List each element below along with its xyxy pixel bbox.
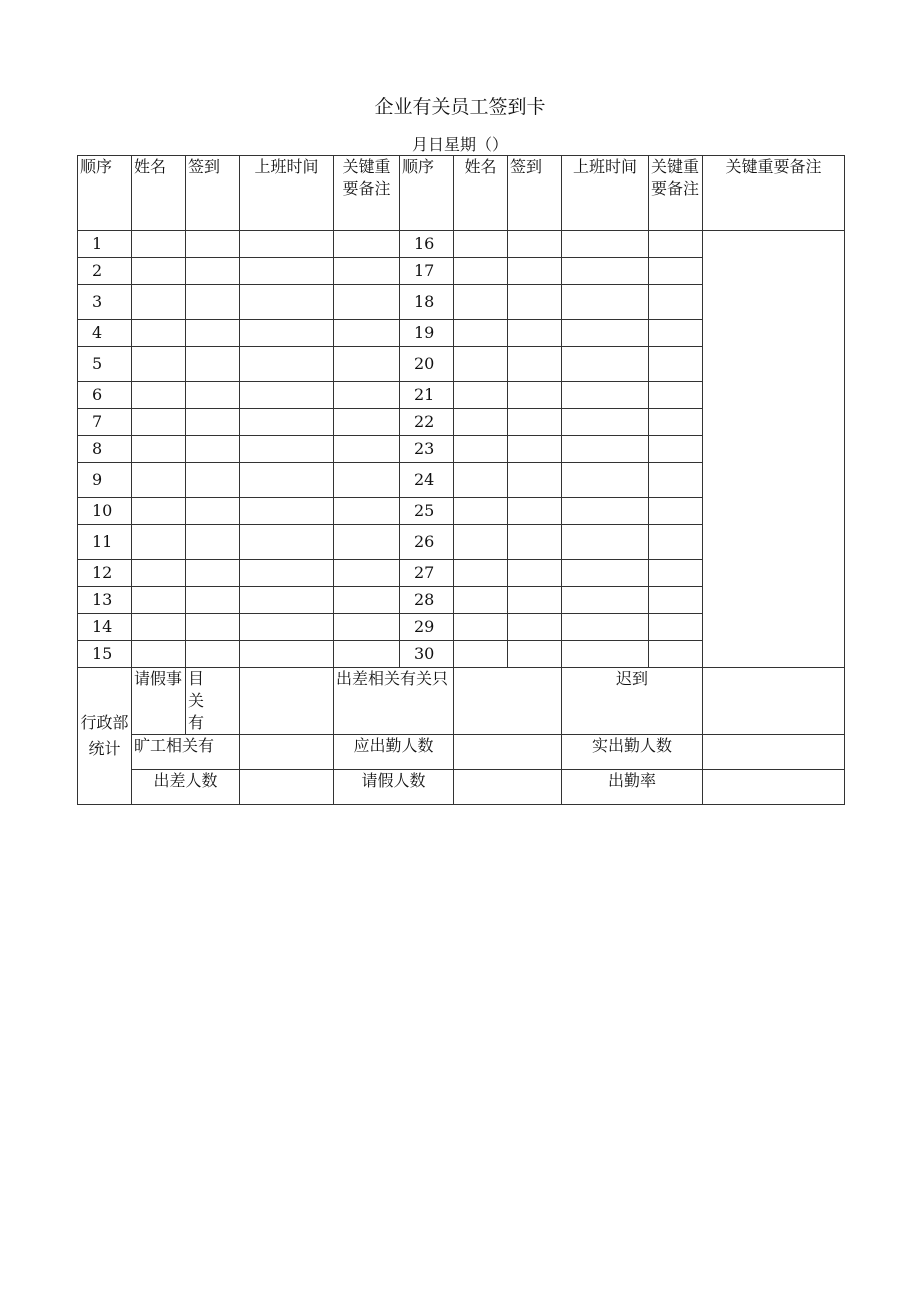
note-cell[interactable] — [334, 560, 400, 587]
sign-cell[interactable] — [186, 231, 240, 258]
name-cell[interactable] — [132, 641, 186, 668]
note-cell[interactable] — [649, 436, 703, 463]
row-number: 18 — [400, 285, 454, 320]
header-seq: 顺序 — [78, 156, 132, 231]
name-cell[interactable] — [132, 382, 186, 409]
row-number: 6 — [78, 382, 132, 409]
value-cell[interactable] — [240, 735, 334, 770]
sign-cell[interactable] — [508, 409, 562, 436]
time-cell[interactable] — [240, 525, 334, 560]
sign-cell[interactable] — [186, 285, 240, 320]
time-cell[interactable] — [562, 525, 649, 560]
sign-cell[interactable] — [186, 587, 240, 614]
name-cell[interactable] — [454, 463, 508, 498]
note-cell[interactable] — [334, 258, 400, 285]
sign-cell[interactable] — [186, 560, 240, 587]
value-cell[interactable] — [454, 668, 562, 735]
actual-attendance-label: 实出勤人数 — [562, 735, 703, 770]
time-cell[interactable] — [562, 231, 649, 258]
sign-cell[interactable] — [508, 347, 562, 382]
name-cell[interactable] — [454, 498, 508, 525]
stats-row — [78, 735, 845, 770]
value-cell[interactable] — [703, 735, 845, 770]
name-cell[interactable] — [454, 436, 508, 463]
sign-cell[interactable] — [186, 525, 240, 560]
stats-row — [78, 668, 845, 735]
note-cell[interactable] — [649, 285, 703, 320]
time-cell[interactable] — [562, 285, 649, 320]
name-cell[interactable] — [454, 525, 508, 560]
note-cell[interactable] — [649, 463, 703, 498]
time-cell[interactable] — [240, 641, 334, 668]
sign-cell[interactable] — [186, 614, 240, 641]
note-cell[interactable] — [334, 436, 400, 463]
note-cell[interactable] — [649, 258, 703, 285]
row-number: 2 — [78, 258, 132, 285]
value-cell[interactable] — [703, 668, 845, 735]
header-name: 姓名 — [132, 156, 186, 231]
row-number: 8 — [78, 436, 132, 463]
header-row — [78, 156, 845, 231]
note-cell[interactable] — [334, 231, 400, 258]
note-cell[interactable] — [649, 320, 703, 347]
time-cell[interactable] — [562, 436, 649, 463]
time-cell[interactable] — [240, 285, 334, 320]
row-number: 12 — [78, 560, 132, 587]
row-number: 15 — [78, 641, 132, 668]
time-cell[interactable] — [240, 463, 334, 498]
row-number: 4 — [78, 320, 132, 347]
business-count-label: 出差人数 — [132, 770, 240, 805]
row-number: 25 — [400, 498, 454, 525]
name-cell[interactable] — [454, 587, 508, 614]
date-line: 月日星期（） — [411, 135, 508, 154]
sign-cell[interactable] — [186, 498, 240, 525]
name-cell[interactable] — [454, 641, 508, 668]
note-cell[interactable] — [649, 560, 703, 587]
sign-in-table — [77, 155, 845, 805]
name-cell[interactable] — [132, 587, 186, 614]
name-cell[interactable] — [132, 463, 186, 498]
sign-cell[interactable] — [508, 285, 562, 320]
item-related-label: 目关有 — [186, 668, 240, 735]
time-cell[interactable] — [240, 436, 334, 463]
row-number: 29 — [400, 614, 454, 641]
row-number: 10 — [78, 498, 132, 525]
late-label: 迟到 — [562, 668, 703, 735]
name-cell[interactable] — [132, 231, 186, 258]
note-cell[interactable] — [334, 498, 400, 525]
name-cell[interactable] — [132, 614, 186, 641]
row-number: 13 — [78, 587, 132, 614]
sign-cell[interactable] — [186, 409, 240, 436]
name-cell[interactable] — [132, 560, 186, 587]
sign-cell[interactable] — [186, 463, 240, 498]
note-cell[interactable] — [649, 498, 703, 525]
name-cell[interactable] — [132, 436, 186, 463]
time-cell[interactable] — [240, 258, 334, 285]
name-cell[interactable] — [454, 347, 508, 382]
sign-cell[interactable] — [186, 641, 240, 668]
value-cell[interactable] — [454, 770, 562, 805]
name-cell[interactable] — [132, 409, 186, 436]
row-number: 23 — [400, 436, 454, 463]
row-number: 5 — [78, 347, 132, 382]
name-cell[interactable] — [454, 320, 508, 347]
sign-cell[interactable] — [508, 641, 562, 668]
value-cell[interactable] — [703, 770, 845, 805]
expected-attendance-label: 应出勤人数 — [334, 735, 454, 770]
time-cell[interactable] — [562, 614, 649, 641]
time-cell[interactable] — [562, 641, 649, 668]
name-cell[interactable] — [454, 560, 508, 587]
name-cell[interactable] — [132, 320, 186, 347]
note-cell[interactable] — [334, 320, 400, 347]
sign-cell[interactable] — [508, 525, 562, 560]
name-cell[interactable] — [132, 525, 186, 560]
value-cell[interactable] — [454, 735, 562, 770]
time-cell[interactable] — [240, 409, 334, 436]
sign-cell[interactable] — [508, 498, 562, 525]
row-number: 9 — [78, 463, 132, 498]
absent-related-label: 旷工相关有 — [132, 735, 240, 770]
time-cell[interactable] — [562, 409, 649, 436]
form-title: 企业有关员工签到卡 — [374, 96, 546, 118]
name-cell[interactable] — [132, 285, 186, 320]
name-cell[interactable] — [454, 258, 508, 285]
header-sign: 签到 — [508, 156, 562, 231]
row-number: 17 — [400, 258, 454, 285]
value-cell[interactable] — [240, 770, 334, 805]
time-cell[interactable] — [240, 320, 334, 347]
time-cell[interactable] — [240, 560, 334, 587]
time-cell[interactable] — [240, 347, 334, 382]
time-cell[interactable] — [562, 347, 649, 382]
note-cell[interactable] — [334, 382, 400, 409]
time-cell[interactable] — [240, 231, 334, 258]
time-cell[interactable] — [562, 587, 649, 614]
note-cell[interactable] — [649, 409, 703, 436]
header-note: 关键重要备注 — [334, 156, 400, 231]
sign-cell[interactable] — [508, 436, 562, 463]
time-cell[interactable] — [240, 498, 334, 525]
note-cell[interactable] — [334, 614, 400, 641]
header-name: 姓名 — [454, 156, 508, 231]
time-cell[interactable] — [562, 560, 649, 587]
time-cell[interactable] — [562, 498, 649, 525]
sign-cell[interactable] — [186, 320, 240, 347]
time-cell[interactable] — [240, 587, 334, 614]
note-cell[interactable] — [649, 525, 703, 560]
note-cell[interactable] — [649, 231, 703, 258]
sign-cell[interactable] — [508, 463, 562, 498]
note-cell[interactable] — [649, 347, 703, 382]
time-cell[interactable] — [562, 258, 649, 285]
name-cell[interactable] — [132, 498, 186, 525]
remarks-area[interactable] — [703, 231, 845, 668]
note-cell[interactable] — [649, 587, 703, 614]
sign-cell[interactable] — [508, 258, 562, 285]
header-sign: 签到 — [186, 156, 240, 231]
time-cell[interactable] — [562, 463, 649, 498]
row-number: 14 — [78, 614, 132, 641]
note-cell[interactable] — [334, 587, 400, 614]
row-number: 22 — [400, 409, 454, 436]
attendance-rate-label: 出勤率 — [562, 770, 703, 805]
row-number: 1 — [78, 231, 132, 258]
note-cell[interactable] — [649, 382, 703, 409]
leave-count-label: 请假人数 — [334, 770, 454, 805]
row-number: 21 — [400, 382, 454, 409]
row-number: 30 — [400, 641, 454, 668]
name-cell[interactable] — [454, 231, 508, 258]
row-number: 27 — [400, 560, 454, 587]
note-cell[interactable] — [649, 614, 703, 641]
sign-cell[interactable] — [508, 382, 562, 409]
row-number: 19 — [400, 320, 454, 347]
table-row — [78, 231, 845, 258]
note-cell[interactable] — [334, 463, 400, 498]
note-cell[interactable] — [334, 525, 400, 560]
time-cell[interactable] — [562, 320, 649, 347]
time-cell[interactable] — [562, 382, 649, 409]
sign-cell[interactable] — [186, 347, 240, 382]
sign-cell[interactable] — [508, 560, 562, 587]
stats-row — [78, 770, 845, 805]
value-cell[interactable] — [240, 668, 334, 735]
sign-cell[interactable] — [186, 436, 240, 463]
row-number: 7 — [78, 409, 132, 436]
name-cell[interactable] — [454, 285, 508, 320]
row-number: 11 — [78, 525, 132, 560]
header-note: 关键重要备注 — [649, 156, 703, 231]
name-cell[interactable] — [454, 409, 508, 436]
sign-cell[interactable] — [508, 587, 562, 614]
header-time: 上班时间 — [562, 156, 649, 231]
note-cell[interactable] — [649, 641, 703, 668]
sign-cell[interactable] — [508, 320, 562, 347]
header-note: 关键重要备注 — [703, 156, 845, 231]
row-number: 3 — [78, 285, 132, 320]
leave-items-label: 请假事 — [132, 668, 186, 735]
row-number: 20 — [400, 347, 454, 382]
note-cell[interactable] — [334, 347, 400, 382]
row-number: 28 — [400, 587, 454, 614]
row-number: 26 — [400, 525, 454, 560]
business-related-label: 出差相关有关只 — [334, 668, 454, 735]
note-cell[interactable] — [334, 641, 400, 668]
header-seq: 顺序 — [400, 156, 454, 231]
note-cell[interactable] — [334, 409, 400, 436]
name-cell[interactable] — [132, 258, 186, 285]
sign-cell[interactable] — [508, 614, 562, 641]
dept-stats-label: 行政部统计 — [78, 668, 132, 805]
sign-cell[interactable] — [508, 231, 562, 258]
note-cell[interactable] — [334, 285, 400, 320]
row-number: 24 — [400, 463, 454, 498]
name-cell[interactable] — [454, 614, 508, 641]
sign-cell[interactable] — [186, 258, 240, 285]
time-cell[interactable] — [240, 382, 334, 409]
sign-cell[interactable] — [186, 382, 240, 409]
name-cell[interactable] — [132, 347, 186, 382]
name-cell[interactable] — [454, 382, 508, 409]
row-number: 16 — [400, 231, 454, 258]
header-time: 上班时间 — [240, 156, 334, 231]
time-cell[interactable] — [240, 614, 334, 641]
